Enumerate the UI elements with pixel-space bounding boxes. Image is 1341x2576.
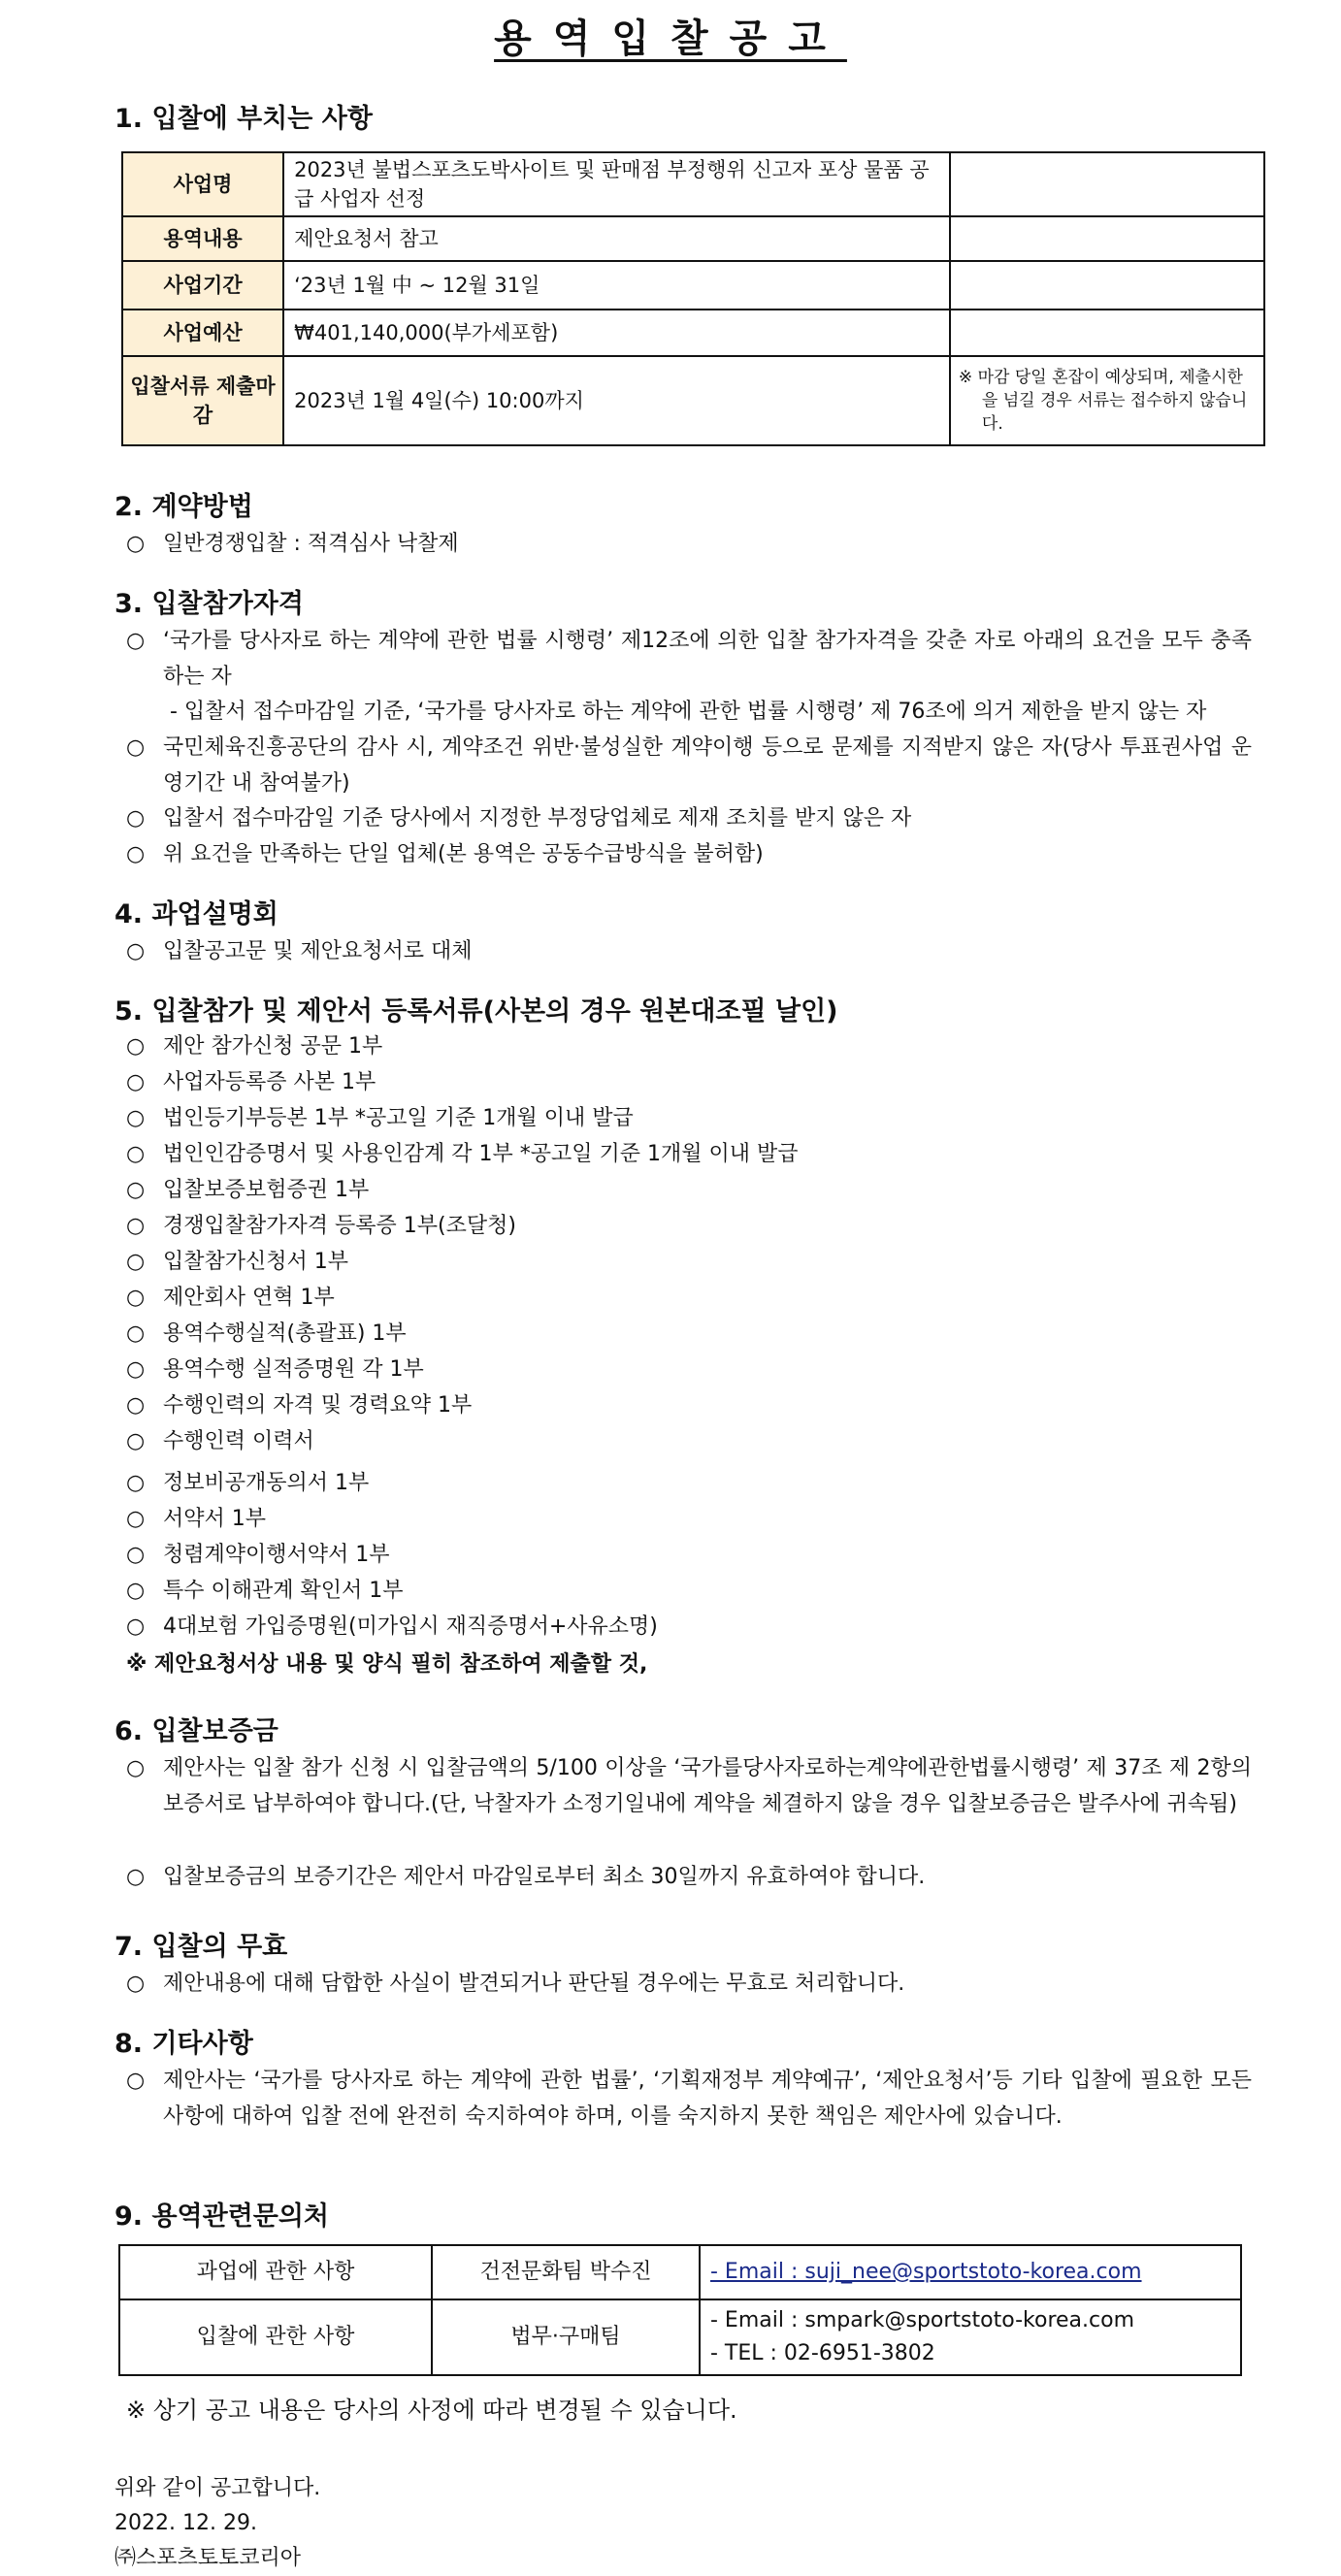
row-note — [950, 152, 1264, 216]
row-value: 제안요청서 참고 — [283, 216, 950, 261]
section-5-heading: 5. 입찰참가 및 제안서 등록서류(사본의 경우 원본대조필 날인) — [114, 996, 838, 1027]
section-6-heading: 6. 입찰보증금 — [114, 1716, 278, 1746]
contact-email-link[interactable]: - Email : suji_nee@sportstoto-korea.com — [710, 2260, 1142, 2284]
list-item: ○ 서약서 1부 — [126, 1507, 266, 1531]
change-notice: ※ 상기 공고 내용은 당사의 사정에 따라 변경될 수 있습니다. — [126, 2397, 737, 2424]
contact-details-cell — [700, 2299, 1241, 2375]
contact-team: 건전문화팀 박수진 — [432, 2245, 700, 2299]
list-item: ○ 입찰공고문 및 제안요청서로 대체 — [126, 939, 473, 963]
list-item: ○ 입찰참가신청서 1부 — [126, 1250, 349, 1274]
row-value: 2023년 1월 4일(수) 10:00까지 — [283, 356, 950, 445]
table-row — [119, 2299, 1241, 2375]
list-item: ○ 국민체육진흥공단의 감사 시, 계약조건 위반·불성실한 계약이행 등으로 문제를 지적받지 않은 자(당사 투표권사업 운영기간 내 참여불가) — [126, 735, 1252, 796]
announcement-date: 2022. 12. 29. — [114, 2511, 257, 2535]
list-item: ○ 용역수행실적(총괄표) 1부 — [126, 1321, 407, 1346]
table-row — [119, 2245, 1241, 2299]
list-item: ○ 위 요건을 만족하는 단일 업체(본 용역은 공동수급방식을 불허함) — [126, 842, 764, 866]
section-8-heading: 8. 기타사항 — [114, 2029, 253, 2059]
list-item: ○ 경쟁입찰참가자격 등록증 1부(조달청) — [126, 1214, 516, 1238]
row-value: ‘23년 1월 中 ~ 12월 31일 — [283, 261, 950, 310]
section-3-heading: 3. 입찰참가자격 — [114, 589, 304, 619]
list-item: ○ 제안 참가신청 공문 1부 — [126, 1034, 383, 1059]
table-row — [122, 310, 1264, 356]
list-item: ○ 청렴계약이행서약서 1부 — [126, 1543, 390, 1567]
row-label: 사업명 — [122, 152, 283, 216]
list-item: ○ 제안회사 연혁 1부 — [126, 1286, 335, 1310]
list-item: ○ 제안내용에 대해 담합한 사실이 발견되거나 판단될 경우에는 무효로 처리합니다. — [126, 1972, 905, 1996]
table-row — [122, 261, 1264, 310]
list-item: ○ 정보비공개동의서 1부 — [126, 1471, 370, 1495]
list-item: ○ 입찰보증보험증권 1부 — [126, 1178, 370, 1202]
list-item: ○ 4대보험 가입증명원(미가입시 재직증명서+사유소명) — [126, 1614, 658, 1639]
submission-note: ※ 제안요청서상 내용 및 양식 필히 참조하여 제출할 것, — [126, 1652, 648, 1677]
list-item: ○ 수행인력의 자격 및 경력요약 1부 — [126, 1393, 473, 1418]
table-row — [122, 152, 1264, 216]
closing-text: 위와 같이 공고합니다. — [114, 2476, 321, 2500]
table-row — [122, 216, 1264, 261]
row-label: 용역내용 — [122, 216, 283, 261]
document-title: 용역입찰공고 — [494, 16, 847, 61]
list-item: ○ 수행인력 이력서 — [126, 1429, 314, 1453]
row-note — [950, 261, 1264, 310]
list-item: ○ 입찰보증금의 보증기간은 제안서 마감일로부터 최소 30일까지 유효하여야 합니다. — [126, 1865, 926, 1889]
row-label: 사업기간 — [122, 261, 283, 310]
list-item: ○ 사업자등록증 사본 1부 — [126, 1070, 376, 1094]
list-item: ○ 특수 이해관계 확인서 1부 — [126, 1579, 404, 1603]
list-item: ○ ‘국가를 당사자로 하는 계약에 관한 법률 시행령’ 제12조에 의한 입찰 참가자격을 갖춘 자로 아래의 요건을 모두 충족하는 자 — [126, 629, 1252, 689]
list-item: ○ 제안사는 입찰 참가 신청 시 입찰금액의 5/100 이상을 ‘국가를당사자로하는계약에관한법률시행령’ 제 37조 제 2항의 보증서로 납부하여야 합니다.(단, 낙찰자가 소정기일내에 계약을 체결하지 않을 경우 입찰보증금은 발주사에 귀속됨) — [126, 1756, 1252, 1816]
company-name: ㈜스포츠토토코리아 — [114, 2546, 302, 2570]
row-label: 입찰서류 제출마감 — [122, 356, 283, 445]
row-value: 2023년 불법스포츠도박사이트 및 판매점 부정행위 신고자 포상 물품 공급 사업자 선정 — [283, 152, 950, 216]
table-row — [122, 356, 1264, 445]
list-item: ○ 입찰서 접수마감일 기준 당사에서 지정한 부정당업체로 제재 조치를 받지 않은 자 — [126, 806, 912, 831]
list-item: ○ 법인인감증명서 및 사용인감계 각 1부 *공고일 기준 1개월 이내 발급 — [126, 1142, 799, 1166]
contact-team: 법무·구매팀 — [432, 2299, 700, 2375]
section-2-heading: 2. 계약방법 — [114, 492, 253, 522]
list-item: ○ 용역수행 실적증명원 각 1부 — [126, 1357, 424, 1382]
section-9-heading: 9. 용역관련문의처 — [114, 2201, 330, 2232]
contact-email-cell — [700, 2245, 1241, 2299]
row-value: ₩401,140,000(부가세포함) — [283, 310, 950, 356]
row-label: 사업예산 — [122, 310, 283, 356]
row-note — [950, 356, 1264, 445]
section-7-heading: 7. 입찰의 무효 — [114, 1932, 288, 1962]
section-1-heading: 1. 입찰에 부치는 사항 — [114, 104, 373, 134]
bid-summary-table — [121, 151, 1265, 446]
deadline-note: ※ 마감 당일 혼잡이 예상되며, 제출시한을 넘길 경우 서류는 접수하지 않습니다. — [958, 368, 1248, 434]
section-4-heading: 4. 과업설명회 — [114, 899, 278, 929]
list-sub-item: - 입찰서 접수마감일 기준, ‘국가를 당사자로 하는 계약에 관한 법률 시행령’ 제 76조에 의거 제한을 받지 않는 자 — [170, 700, 1207, 724]
list-item: ○ 제안사는 ‘국가를 당사자로 하는 계약에 관한 법률’, ‘기획재정부 계약예규’, ‘제안요청서’등 기타 입찰에 필요한 모든 사항에 대하여 입찰 전에 완전히 숙지하여야 하며, 이를 숙지하지 못한 책임은 제안사에 있습니다. — [126, 2069, 1252, 2129]
list-item: ○ 법인등기부등본 1부 *공고일 기준 1개월 이내 발급 — [126, 1106, 634, 1130]
row-note — [950, 310, 1264, 356]
contact-table — [118, 2244, 1242, 2376]
contact-phone: - TEL : 02-6951-3802 — [710, 2341, 935, 2365]
contact-email[interactable]: - Email : smpark@sportstoto-korea.com — [710, 2308, 1135, 2332]
contact-topic: 과업에 관한 사항 — [119, 2245, 432, 2299]
row-note — [950, 216, 1264, 261]
contact-topic: 입찰에 관한 사항 — [119, 2299, 432, 2375]
list-item: ○ 일반경쟁입찰 : 적격심사 낙찰제 — [126, 532, 459, 556]
